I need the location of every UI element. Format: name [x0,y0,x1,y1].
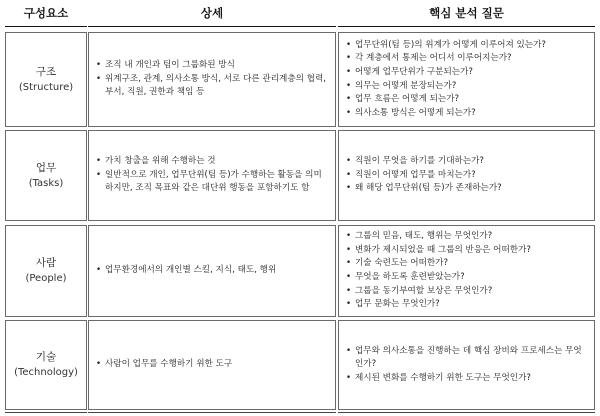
detail-list [89,264,282,278]
component-name-en: (Tasks) [28,177,64,189]
list-item: • 직원이 무엇을 하기를 기대하는가? [355,155,502,169]
row-tasks-detail [88,130,336,221]
row-structure-label [5,32,87,127]
question-list [339,345,594,386]
row-tasks-questions [338,130,595,221]
row-people-questions [338,225,595,317]
header-underline [5,26,87,27]
component-name: 구조 [35,65,57,78]
question-list [339,155,508,196]
row-technology-detail [88,320,336,410]
component-name-en: (Technology) [14,367,78,378]
list-item: • 의무는 어떻게 분장되는가? [355,80,546,94]
component-name-en: (Structure) [18,81,74,93]
header-questions: 핵심 분석 질문 [429,6,504,20]
list-item: • 각 계층에서 통제는 어디서 이루어지는가? [355,52,546,66]
list-item: • 가치 창출을 위해 수행하는 것 [105,155,329,169]
list-item: • 업무단위(팀 등)의 위계가 어떻게 이루어져 있는가? [355,39,546,53]
table-bottom-rule [88,412,336,413]
component-name: 기술 [35,351,57,363]
list-item: • 사람이 업무를 수행하기 위한 도구 [105,358,232,372]
row-people-label [5,225,87,317]
list-item: • 직원이 어떻게 업무를 마치는가? [355,169,502,183]
row-structure-questions [338,32,595,127]
list-item: • 무엇을 하도록 훈련받았는가? [355,271,531,285]
list-item: • 의사소통 방식은 어떻게 되는가? [355,107,546,121]
table-bottom-rule [338,412,595,413]
row-people-detail [88,225,336,317]
list-item: • 그룹의 믿음, 태도, 행위는 무엇인가? [355,230,531,244]
list-item: • 기술 숙련도는 어떠한가? [355,257,531,271]
header-underline [88,26,336,27]
header-detail: 상세 [200,6,224,20]
list-item: • 그룹을 동기부여할 보상은 무엇인가? [355,285,531,299]
detail-list [89,358,238,372]
list-item: • 변화가 제시되었을 때 그룹의 반응은 어떠한가? [355,244,531,258]
row-structure-detail [88,32,336,127]
component-name-en: (People) [25,273,67,284]
list-item: • 제시된 변화를 수행하기 위한 도구는 무엇인가? [355,372,588,386]
question-list [339,230,537,312]
row-technology-questions [338,320,595,410]
list-item: • 위계구조, 관계, 의사소통 방식, 서로 다른 관리계층의 협력, 부서, 직원, 권한과 책임 등 [105,73,329,100]
list-item: • 업무 문화는 무엇인가? [355,298,531,312]
list-item: • 어떻게 업무단위가 구분되는가? [355,66,546,80]
list-item: • 업무와 의사소통을 진행하는 데 핵심 장비와 프로세스는 무엇인가? [355,345,588,372]
table-bottom-rule [5,412,87,413]
list-item: • 업무환경에서의 개인별 스킬, 지식, 태도, 행위 [105,264,276,278]
header-underline [338,26,595,27]
component-name: 사람 [35,257,57,269]
component-name: 업무 [35,161,57,174]
list-item: • 일반적으로 개인, 업무단위(팀 등)가 수행하는 활동을 의미하지만, 조직 목표와 같은 대단위 행동을 포함하기도 함 [105,169,329,196]
list-item: • 왜 해당 업무단위(팀 등)가 존재하는가? [355,182,502,196]
list-item: • 업무 흐름은 어떻게 되는가? [355,93,546,107]
detail-list [89,59,335,100]
question-list [339,39,552,121]
row-tasks-label [5,130,87,221]
row-technology-label [5,320,87,410]
detail-list [89,155,335,196]
header-component: 구성요소 [23,6,69,20]
list-item: • 조직 내 개인과 팀이 그룹화된 방식 [105,59,329,73]
